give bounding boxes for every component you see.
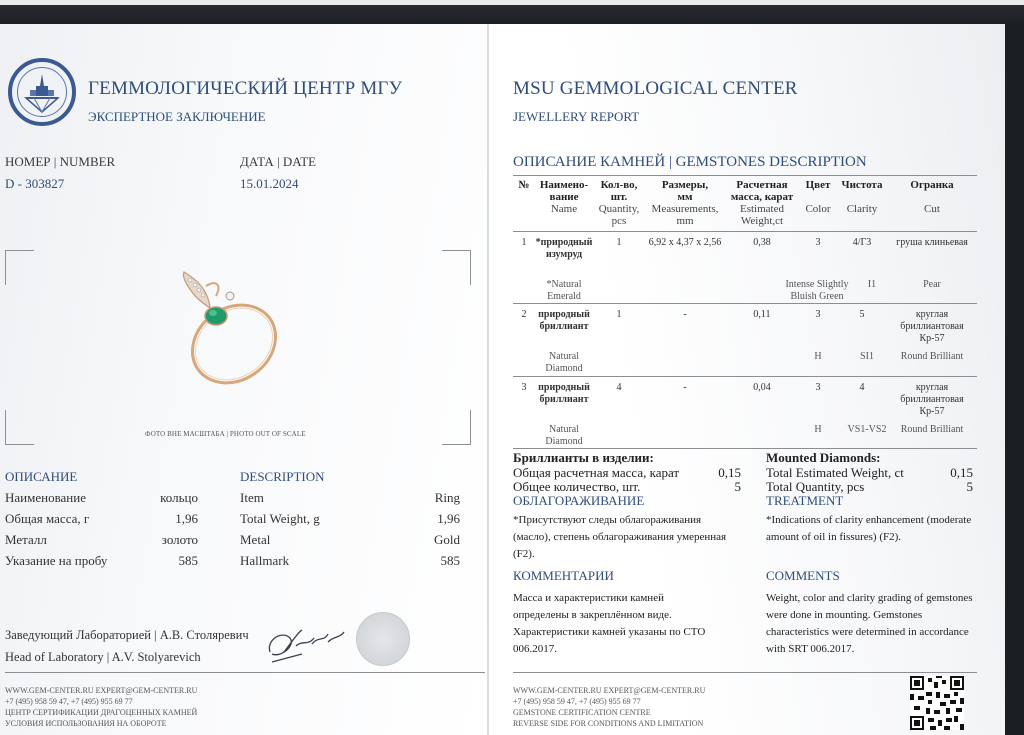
col-header-clarity: Чистота Clarity: [841, 179, 883, 215]
comments-heading-ru: КОММЕНТАРИИ: [513, 568, 614, 583]
comments-text-ru: Масса и характеристики камней определены в закреплённом виде. Характеристики камней указаны по СТО 006.2017.: [513, 592, 706, 655]
col-header-size: Размеры, мм Measurements, mm: [651, 179, 719, 227]
org-title-en: MSU GEMMOLOGICAL CENTER: [513, 78, 798, 99]
table-row-rule: [513, 376, 977, 377]
signatory-en: Head of Laboratory | A.V. Stolyarevich: [5, 650, 201, 664]
mounted-heading-ru: Бриллианты в изделии:: [513, 450, 654, 465]
treatment-text-ru: *Присутствуют следы облагораживания (масло), степень облагораживания умеренная (F2).: [513, 514, 727, 560]
org-title-ru: ГЕММОЛОГИЧЕСКИЙ ЦЕНТР МГУ: [88, 78, 403, 99]
mounted-heading-en: Mounted Diamonds:: [766, 450, 881, 465]
signatory-ru: Заведующий Лабораторией | А.В. Столяревич: [5, 628, 249, 642]
desc-row-en: Total Weight, g 1,96: [240, 511, 460, 526]
mounted-weight-en: Total Estimated Weight, ct 0,15: [766, 465, 973, 480]
date-value: 15.01.2024: [240, 176, 299, 191]
scan-top-border: [0, 0, 1024, 24]
footer-divider: [5, 672, 485, 673]
treatment-text-en: *Indications of clarity enhancement (moderate amount of oil in fissures) (F2).: [766, 514, 972, 543]
desc-row-en: Metal Gold: [240, 532, 460, 547]
msu-logo-icon: [8, 58, 76, 126]
col-header-color: Цвет Color: [805, 179, 831, 215]
col-header-qty: Кол-во, шт. Quantity, pcs: [598, 179, 640, 227]
mounted-qty-en: Total Quantity, pcs 5: [766, 479, 973, 494]
desc-row-ru: Металл золото: [5, 532, 198, 547]
footer-divider: [513, 672, 977, 673]
table-bottom-rule: [513, 448, 977, 449]
mounted-weight-ru: Общая расчетная масса, карат 0,15: [513, 465, 741, 480]
table-header-rule: [513, 231, 977, 232]
col-header-weight: Расчетная масса, карат Estimated Weight,ct: [730, 179, 794, 227]
date-label: ДАТА | DATE: [240, 154, 317, 169]
seal-stamp: [356, 612, 410, 666]
footer-contacts-ru: WWW.GEM-CENTER.RU EXPERT@GEM-CENTER.RU +7 (495) 958 59 47, +7 (495) 955 69 77 ЦЕНТР СЕРТИФИКАЦИИ ДРАГОЦЕННЫХ КАМНЕЙ УСЛОВИЯ ИСПОЛЬЗОВАНИЯ НА ОБОРОТЕ: [5, 686, 198, 728]
desc-row-ru: Общая масса, г 1,96: [5, 511, 198, 526]
number-value: D - 303827: [5, 176, 65, 191]
desc-row-en: Hallmark 585: [240, 553, 460, 568]
description-heading-en: DESCRIPTION: [240, 469, 325, 484]
signature-mark: [262, 622, 350, 666]
col-header-no: №: [518, 179, 530, 191]
treatment-heading-ru: ОБЛАГОРАЖИВАНИЕ: [513, 493, 645, 508]
report-left-page: [0, 24, 487, 735]
description-heading-ru: ОПИСАНИЕ: [5, 469, 78, 484]
footer-contacts-en: WWW.GEM-CENTER.RU EXPERT@GEM-CENTER.RU +7 (495) 958 59 47, +7 (495) 955 69 77 GEMSTONE CERTIFICATION CENTRE REVERSE SIDE FOR CONDITIONS AND LIMITATION: [513, 686, 706, 728]
photo-frame-corner: [442, 410, 471, 445]
photo-caption: ФОТО ВНЕ МАСШТАБА | PHOTO OUT OF SCALE: [145, 430, 306, 438]
ring-photo: [172, 268, 292, 388]
col-header-name: Наимено- вание Name: [539, 179, 589, 215]
desc-row-en: Item Ring: [240, 490, 460, 505]
doc-type-en: JEWELLERY REPORT: [513, 109, 640, 124]
photo-frame-corner: [5, 250, 34, 285]
number-label: НОМЕР | NUMBER: [5, 154, 116, 169]
photo-frame-corner: [442, 250, 471, 285]
qr-code-icon[interactable]: [910, 676, 964, 730]
desc-row-ru: Указание на пробу 585: [5, 553, 198, 568]
treatment-heading-en: TREATMENT: [766, 493, 844, 508]
gemstones-heading: ОПИСАНИЕ КАМНЕЙ | GEMSTONES DESCRIPTION: [513, 154, 867, 170]
report-right-page: MSU GEMMOLOGICAL CENTER JEWELLERY REPORT ОПИСАНИЕ КАМНЕЙ | GEMSTONES DESCRIPTION № Наимено- вание Name Кол-во, шт. Quantity, pcs Размеры, мм Measurements, mm Расчетная масса, карат Estimated Weight,ct Цвет Color Чистота Clarity Огранка Cut 1 *природный изумруд 1 6,92 x 4,37 x 2,56 0,38 3 4/Г3 груша клиньевая *Natural Emerald Intense Slightly Bluish Green I1 Pear 2 природный бриллиант 1 - 0,11 3 5 круглая бриллиантовая Кр-57 Natural Diamond H SI1 Round Brilliant 3 природный бриллиант 4 - 0,04 3 4 круглая бриллиантовая Кр-57 Natural Diamond H VS1-VS2 Round Brilliant Бриллианты в изделии: Общая расчетная масса, карат 0,15 Общее количество, шт. 5 Mounted Diamonds: Total Estimated Weight, ct 0,15 Total Quantity, pcs 5 ОБЛАГОРАЖИВАНИЕ *Присутствуют следы облагораживания (масло), степень облагораживания умеренная (F2). TREATMENT *Indications of clarity enhancement (moderate amount of oil in fissures) (F2). КОММЕНТАРИИ Масса и характеристики камней определены в закреплённом виде. Характеристики камней указаны по СТО 006.2017. COMMENTS Weight, color and clarity grading of gemstones were done in mounting. Gemstones characteristics were determined in accordance with SRT 006.2017. WWW.GEM-CENTER.RU EXPERT@GEM-CENTER.RU +7 (495) 958 59 47, +7 (495) 955 69 77 GEMSTONE CERTIFICATION CENTRE REVERSE SIDE FOR CONDITIONS AND LIMITATION: [489, 24, 1005, 735]
doc-type-ru: ЭКСПЕРТНОЕ ЗАКЛЮЧЕНИЕ: [88, 109, 266, 124]
mounted-qty-ru: Общее количество, шт. 5: [513, 479, 741, 494]
table-top-rule: [513, 175, 977, 176]
table-row-rule: [513, 303, 977, 304]
col-header-cut: Огранка Cut: [910, 179, 954, 215]
scan-right-border: [1005, 24, 1024, 735]
photo-frame-corner: [5, 410, 34, 445]
comments-heading-en: COMMENTS: [766, 568, 840, 583]
comments-text-en: Weight, color and clarity grading of gemstones were done in mounting. Gemstones characteristics were determined in accordance with SRT 006.2017.: [766, 592, 973, 655]
desc-row-ru: Наименование кольцо: [5, 490, 198, 505]
